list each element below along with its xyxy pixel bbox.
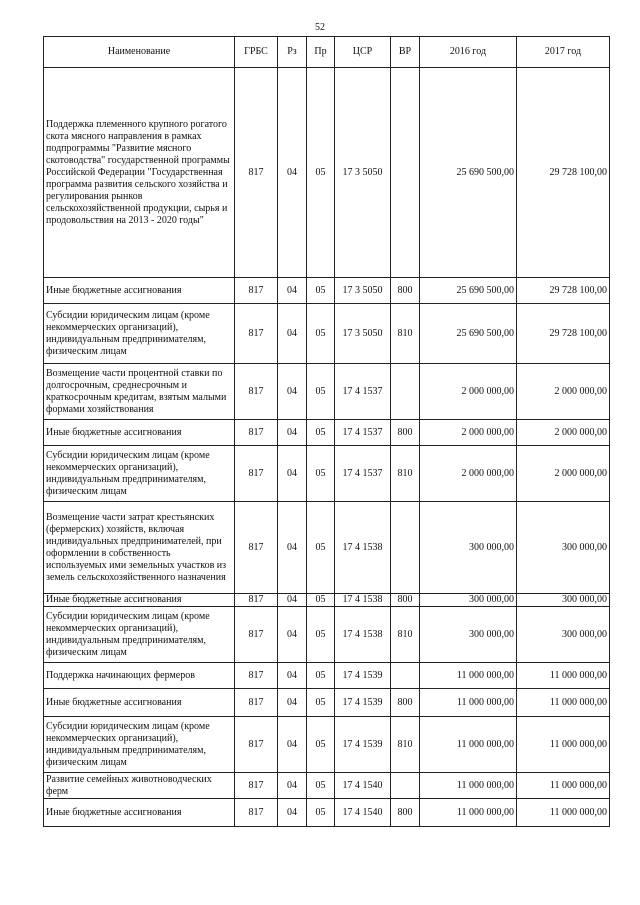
table-row [44, 607, 610, 663]
cell-grbs: 817 [235, 717, 278, 773]
cell-vr: 800 [391, 689, 420, 717]
cell-vr: 800 [391, 799, 420, 827]
cell-2017: 300 000,00 [517, 502, 610, 594]
cell-name: Субсидии юридическим лицам (кроме некоммерческих организаций), индивидуальным предпринимателям, физическим лицам [44, 717, 235, 773]
cell-rz: 04 [278, 68, 307, 278]
cell-name: Поддержка племенного крупного рогатого скота мясного направления в рамках подпрограммы "Развитие мясного скотоводства" государственной программы Российской Федерации "Государственная программа развития сельского хозяйства и регулирования рынков сельскохозяйственной продукции, сырья и продовольствия на 2013 - 2020 годы" [44, 68, 235, 278]
cell-grbs: 817 [235, 773, 278, 799]
header-grbs: ГРБС [235, 37, 278, 68]
cell-rz: 04 [278, 446, 307, 502]
cell-vr: 810 [391, 607, 420, 663]
page-number: 52 [315, 22, 325, 33]
cell-pr: 05 [307, 304, 335, 364]
cell-2016: 25 690 500,00 [420, 278, 517, 304]
cell-pr: 05 [307, 420, 335, 446]
cell-rz: 04 [278, 607, 307, 663]
cell-csr: 17 3 5050 [335, 304, 391, 364]
cell-grbs: 817 [235, 364, 278, 420]
cell-2017: 11 000 000,00 [517, 799, 610, 827]
cell-pr: 05 [307, 799, 335, 827]
cell-name: Возмещение части затрат крестьянских (фермерских) хозяйств, включая индивидуальных предпринимателей, при оформлении в собственность используемых ими земельных участков из земель сельскохозяйственного назначения [44, 502, 235, 594]
cell-rz: 04 [278, 420, 307, 446]
cell-csr: 17 4 1540 [335, 773, 391, 799]
header-2016: 2016 год [420, 37, 517, 68]
cell-pr: 05 [307, 446, 335, 502]
cell-grbs: 817 [235, 502, 278, 594]
table-row [44, 502, 610, 594]
table-row [44, 364, 610, 420]
cell-csr: 17 3 5050 [335, 68, 391, 278]
table-row [44, 799, 610, 827]
budget-table [43, 36, 610, 827]
cell-rz: 04 [278, 304, 307, 364]
cell-2017: 300 000,00 [517, 594, 610, 607]
cell-vr: 810 [391, 446, 420, 502]
cell-2017: 11 000 000,00 [517, 717, 610, 773]
cell-name: Возмещение части процентной ставки по долгосрочным, среднесрочным и краткосрочным кредитам, взятым малыми формами хозяйствования [44, 364, 235, 420]
cell-csr: 17 4 1540 [335, 799, 391, 827]
cell-2016: 2 000 000,00 [420, 420, 517, 446]
cell-2016: 2 000 000,00 [420, 446, 517, 502]
cell-2017: 2 000 000,00 [517, 420, 610, 446]
table-row [44, 663, 610, 689]
cell-2016: 11 000 000,00 [420, 689, 517, 717]
cell-name: Иные бюджетные ассигнования [44, 278, 235, 304]
cell-pr: 05 [307, 663, 335, 689]
cell-name: Развитие семейных животноводческих ферм [44, 773, 235, 799]
cell-2017: 11 000 000,00 [517, 663, 610, 689]
cell-csr: 17 4 1539 [335, 689, 391, 717]
cell-grbs: 817 [235, 799, 278, 827]
table-row [44, 304, 610, 364]
cell-grbs: 817 [235, 689, 278, 717]
cell-grbs: 817 [235, 304, 278, 364]
cell-pr: 05 [307, 502, 335, 594]
cell-grbs: 817 [235, 607, 278, 663]
table-row [44, 420, 610, 446]
cell-2016: 25 690 500,00 [420, 304, 517, 364]
cell-2016: 11 000 000,00 [420, 663, 517, 689]
cell-csr: 17 4 1537 [335, 420, 391, 446]
cell-name: Субсидии юридическим лицам (кроме некоммерческих организаций), индивидуальным предпринимателям, физическим лицам [44, 304, 235, 364]
cell-2016: 300 000,00 [420, 594, 517, 607]
cell-2016: 2 000 000,00 [420, 364, 517, 420]
table-row [44, 68, 610, 278]
header-rz: Рз [278, 37, 307, 68]
cell-csr: 17 3 5050 [335, 278, 391, 304]
cell-2016: 300 000,00 [420, 502, 517, 594]
table-row [44, 278, 610, 304]
cell-rz: 04 [278, 594, 307, 607]
header-csr: ЦСР [335, 37, 391, 68]
table-row [44, 773, 610, 799]
cell-2017: 300 000,00 [517, 607, 610, 663]
cell-2017: 29 728 100,00 [517, 304, 610, 364]
cell-grbs: 817 [235, 663, 278, 689]
cell-rz: 04 [278, 799, 307, 827]
cell-2017: 29 728 100,00 [517, 278, 610, 304]
cell-csr: 17 4 1537 [335, 446, 391, 502]
header-name: Наименование [44, 37, 235, 68]
cell-grbs: 817 [235, 278, 278, 304]
cell-grbs: 817 [235, 446, 278, 502]
cell-vr: 810 [391, 304, 420, 364]
cell-2016: 11 000 000,00 [420, 717, 517, 773]
header-2017: 2017 год [517, 37, 610, 68]
cell-pr: 05 [307, 594, 335, 607]
cell-name: Иные бюджетные ассигнования [44, 594, 235, 607]
cell-vr [391, 663, 420, 689]
cell-name: Субсидии юридическим лицам (кроме некоммерческих организаций), индивидуальным предпринимателям, физическим лицам [44, 446, 235, 502]
cell-name: Иные бюджетные ассигнования [44, 799, 235, 827]
table-row [44, 594, 610, 607]
header-row [44, 37, 610, 68]
cell-pr: 05 [307, 717, 335, 773]
cell-rz: 04 [278, 364, 307, 420]
cell-csr: 17 4 1538 [335, 607, 391, 663]
cell-vr: 800 [391, 594, 420, 607]
cell-name: Иные бюджетные ассигнования [44, 420, 235, 446]
cell-pr: 05 [307, 689, 335, 717]
header-vr: ВР [391, 37, 420, 68]
cell-csr: 17 4 1539 [335, 663, 391, 689]
cell-2016: 25 690 500,00 [420, 68, 517, 278]
cell-2016: 300 000,00 [420, 607, 517, 663]
table-row [44, 446, 610, 502]
cell-rz: 04 [278, 278, 307, 304]
cell-2017: 29 728 100,00 [517, 68, 610, 278]
cell-csr: 17 4 1538 [335, 594, 391, 607]
cell-csr: 17 4 1538 [335, 502, 391, 594]
cell-vr: 800 [391, 420, 420, 446]
cell-rz: 04 [278, 773, 307, 799]
cell-2017: 11 000 000,00 [517, 689, 610, 717]
cell-pr: 05 [307, 278, 335, 304]
cell-csr: 17 4 1539 [335, 717, 391, 773]
cell-pr: 05 [307, 364, 335, 420]
cell-vr [391, 364, 420, 420]
cell-name: Иные бюджетные ассигнования [44, 689, 235, 717]
cell-vr: 810 [391, 717, 420, 773]
cell-pr: 05 [307, 68, 335, 278]
cell-2017: 2 000 000,00 [517, 446, 610, 502]
cell-vr: 800 [391, 278, 420, 304]
cell-pr: 05 [307, 773, 335, 799]
table-row [44, 717, 610, 773]
cell-grbs: 817 [235, 420, 278, 446]
cell-vr [391, 502, 420, 594]
cell-name: Поддержка начинающих фермеров [44, 663, 235, 689]
cell-2017: 2 000 000,00 [517, 364, 610, 420]
cell-vr [391, 773, 420, 799]
cell-rz: 04 [278, 502, 307, 594]
cell-2016: 11 000 000,00 [420, 773, 517, 799]
cell-csr: 17 4 1537 [335, 364, 391, 420]
header-pr: Пр [307, 37, 335, 68]
cell-rz: 04 [278, 663, 307, 689]
cell-2016: 11 000 000,00 [420, 799, 517, 827]
cell-rz: 04 [278, 689, 307, 717]
cell-2017: 11 000 000,00 [517, 773, 610, 799]
cell-rz: 04 [278, 717, 307, 773]
cell-grbs: 817 [235, 68, 278, 278]
cell-name: Субсидии юридическим лицам (кроме некоммерческих организаций), индивидуальным предпринимателям, физическим лицам [44, 607, 235, 663]
table-row [44, 689, 610, 717]
cell-vr [391, 68, 420, 278]
cell-pr: 05 [307, 607, 335, 663]
cell-grbs: 817 [235, 594, 278, 607]
